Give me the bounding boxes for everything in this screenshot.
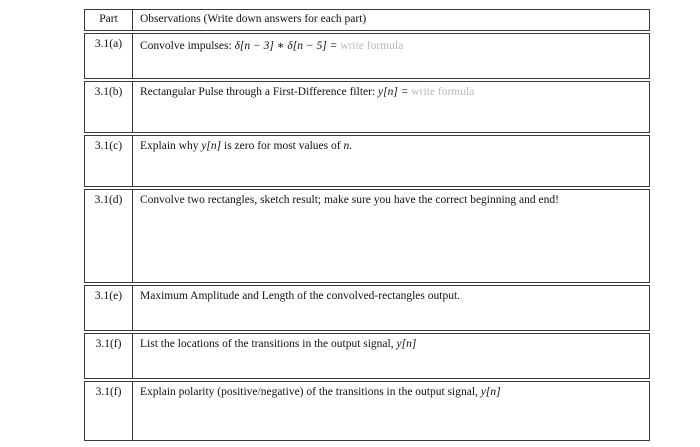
answer-cell-3-1f-polarity[interactable] <box>133 382 649 440</box>
prompt-math: y[n] <box>201 140 222 152</box>
answer-cell-3-1d[interactable] <box>133 190 649 282</box>
part-label: 3.1(f) <box>85 382 133 440</box>
part-label: 3.1(e) <box>85 286 133 330</box>
prompt-text: Explain why <box>140 140 202 152</box>
table-row-3-1b <box>84 81 650 133</box>
formula-placeholder: write formula <box>340 40 404 52</box>
answer-cell-3-1b[interactable] <box>133 82 649 132</box>
answer-cell-3-1c[interactable] <box>133 136 649 186</box>
part-label: 3.1(f) <box>85 334 133 378</box>
header-observations: Observations (Write down answers for each part) <box>140 13 367 25</box>
answer-cell-3-1e[interactable] <box>133 286 649 330</box>
prompt-text: Maximum Amplitude and Length of the convolved-rectangles output. <box>140 290 461 302</box>
table-row-3-1c <box>84 135 650 187</box>
prompt-math: y[n] <box>396 338 417 350</box>
part-label: 3.1(a) <box>85 34 133 78</box>
prompt-math-2: n <box>343 140 350 152</box>
prompt-text: Convolve impulses: <box>140 40 235 52</box>
prompt-text-2: is zero for most values of <box>221 140 344 152</box>
prompt-text: List the locations of the transitions in the output signal, <box>140 338 397 350</box>
table-row-3-1e <box>84 285 650 331</box>
table-row-3-1a <box>84 33 650 79</box>
table-row-3-1d <box>84 189 650 283</box>
prompt-math: δ[n − 3] ∗ δ[n − 5] = <box>234 40 341 52</box>
prompt-text: Explain polarity (positive/negative) of the transitions in the output signal, <box>140 386 481 398</box>
table-header-row <box>84 9 650 31</box>
prompt-math: y[n] <box>480 386 501 398</box>
prompt-math: y[n] = <box>378 86 412 98</box>
answer-cell-3-1f[interactable] <box>133 334 649 378</box>
header-part: Part <box>85 10 133 30</box>
formula-placeholder: write formula <box>411 86 475 98</box>
answer-cell-3-1a[interactable] <box>133 34 649 78</box>
prompt-text-3: . <box>349 140 353 152</box>
observations-table <box>84 9 650 441</box>
table-row-3-1f <box>84 333 650 379</box>
prompt-text: Rectangular Pulse through a First-Difference filter: <box>140 86 379 98</box>
table-row-3-1f-polarity <box>84 381 650 441</box>
part-label: 3.1(b) <box>85 82 133 132</box>
part-label: 3.1(d) <box>85 190 133 282</box>
part-label: 3.1(c) <box>85 136 133 186</box>
prompt-text: Convolve two rectangles, sketch result; make sure you have the correct beginning and end! <box>140 194 559 206</box>
